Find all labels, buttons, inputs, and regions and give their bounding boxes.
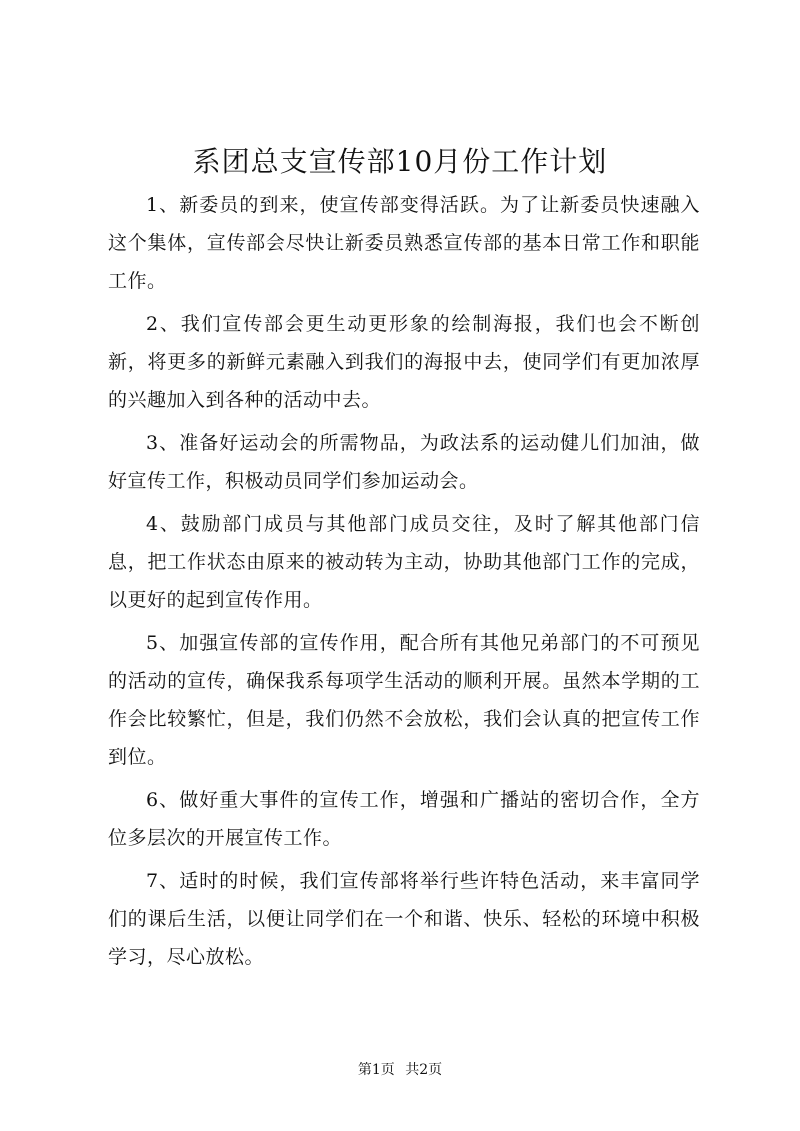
document-body: [108, 186, 700, 981]
paragraph-4: 4、鼓励部门成员与其他部门成员交往，及时了解其他部门信息，把工作状态由原来的被动转为主动，协助其他部门工作的完成，以更好的起到宣传作用。: [108, 513, 700, 611]
paragraph-6: 6、做好重大事件的宣传工作，增强和广播站的密切合作，全方位多层次的开展宣传工作。: [108, 789, 700, 849]
paragraph-2: 2、我们宣传部会更生动更形象的绘制海报，我们也会不断创新，将更多的新鲜元素融入到我们的海报中去，使同学们有更加浓厚的兴趣加入到各种的活动中去。: [108, 313, 700, 411]
page-total: 共2页: [405, 1062, 443, 1078]
paragraph-7: 7、适时的时候，我们宣传部将举行些许特色活动，来丰富同学们的课后生活，以便让同学们在一个和谐、快乐、轻松的环境中积极学习，尽心放松。: [108, 870, 700, 968]
page-footer: [0, 1060, 800, 1080]
paragraph-1: 1、新委员的到来，使宣传部变得活跃。为了让新委员快速融入这个集体，宣传部会尽快让新委员熟悉宣传部的基本日常工作和职能工作。: [108, 194, 700, 292]
page-title: 系团总支宣传部10月份工作计划: [192, 145, 608, 178]
paragraph-5: 5、加强宣传部的宣传作用，配合所有其他兄弟部门的不可预见的活动的宣传，确保我系每项学生活动的顺利开展。虽然本学期的工作会比较繁忙，但是，我们仍然不会放松，我们会认真的把宣传工作到位。: [108, 632, 700, 768]
paragraph-3: 3、准备好运动会的所需物品，为政法系的运动健儿们加油，做好宣传工作，积极动员同学们参加运动会。: [108, 432, 700, 492]
page-number: 第1页: [357, 1062, 395, 1078]
